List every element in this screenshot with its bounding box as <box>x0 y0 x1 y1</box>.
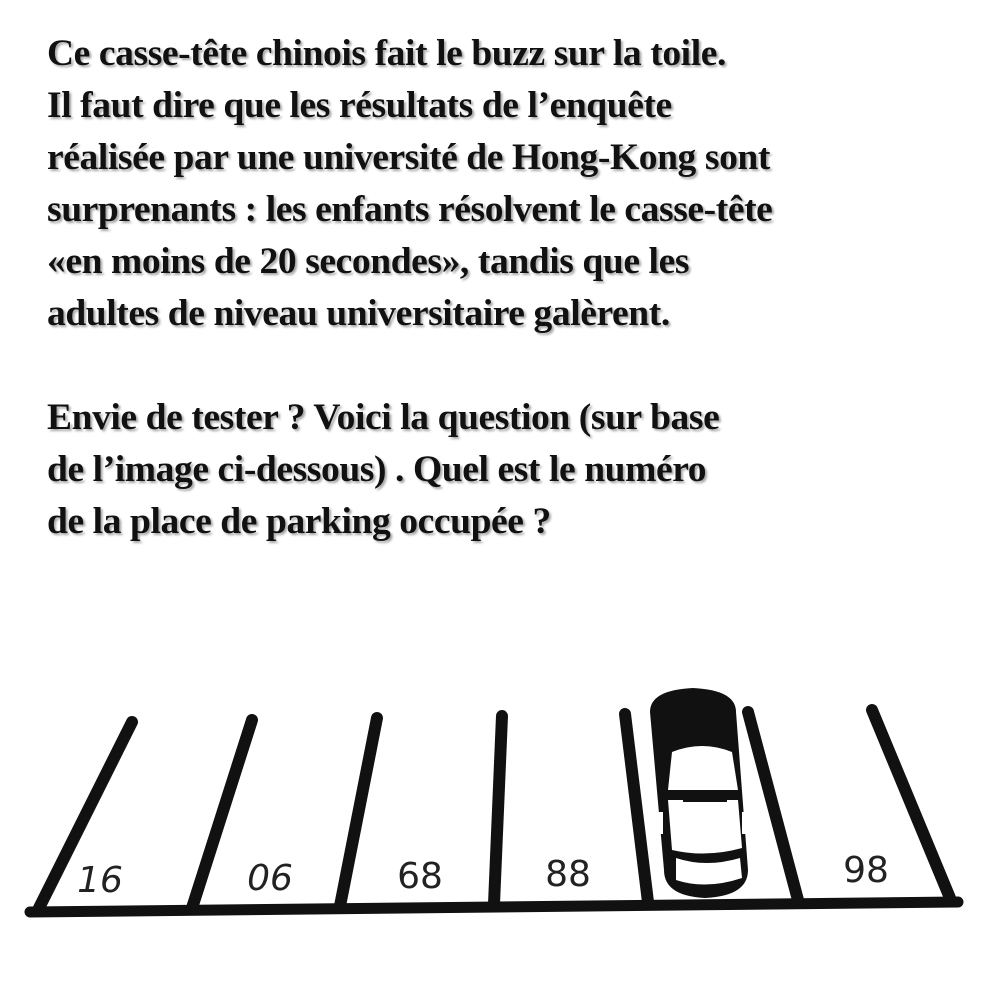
question-line: de la place de parking occupée ? <box>47 501 551 542</box>
parking-divider <box>494 716 502 904</box>
text-line: surprenants : les enfants résolvent le casse-tête <box>47 189 773 230</box>
spot-number: 68 <box>397 856 443 897</box>
text-line: Il faut dire que les résultats de l’enquête <box>47 85 672 126</box>
text-line: Ce casse-tête chinois fait le buzz sur la toile. <box>47 33 726 74</box>
spot-number: 88 <box>545 854 591 895</box>
paragraph-gap <box>47 340 987 392</box>
parking-lot-illustration <box>0 660 1000 940</box>
text-line: adultes de niveau universitaire galèrent. <box>47 293 670 334</box>
parking-divider <box>340 718 377 906</box>
text-line: réalisée par une université de Hong-Kong sont <box>47 137 770 178</box>
spot-number: 98 <box>843 850 889 891</box>
question-line: de l’image ci-dessous) . Quel est le numéro <box>47 449 707 490</box>
car-icon <box>650 688 748 898</box>
puzzle-text <box>47 28 987 548</box>
spot-number: 16 <box>77 860 123 901</box>
parking-divider <box>625 714 648 902</box>
question-line: Envie de tester ? Voici la question (sur base <box>47 397 720 438</box>
parking-divider <box>748 712 798 900</box>
text-line: «en moins de 20 secondes», tandis que les <box>47 241 690 282</box>
spot-number: 06 <box>247 858 293 899</box>
parking-divider <box>192 720 252 908</box>
